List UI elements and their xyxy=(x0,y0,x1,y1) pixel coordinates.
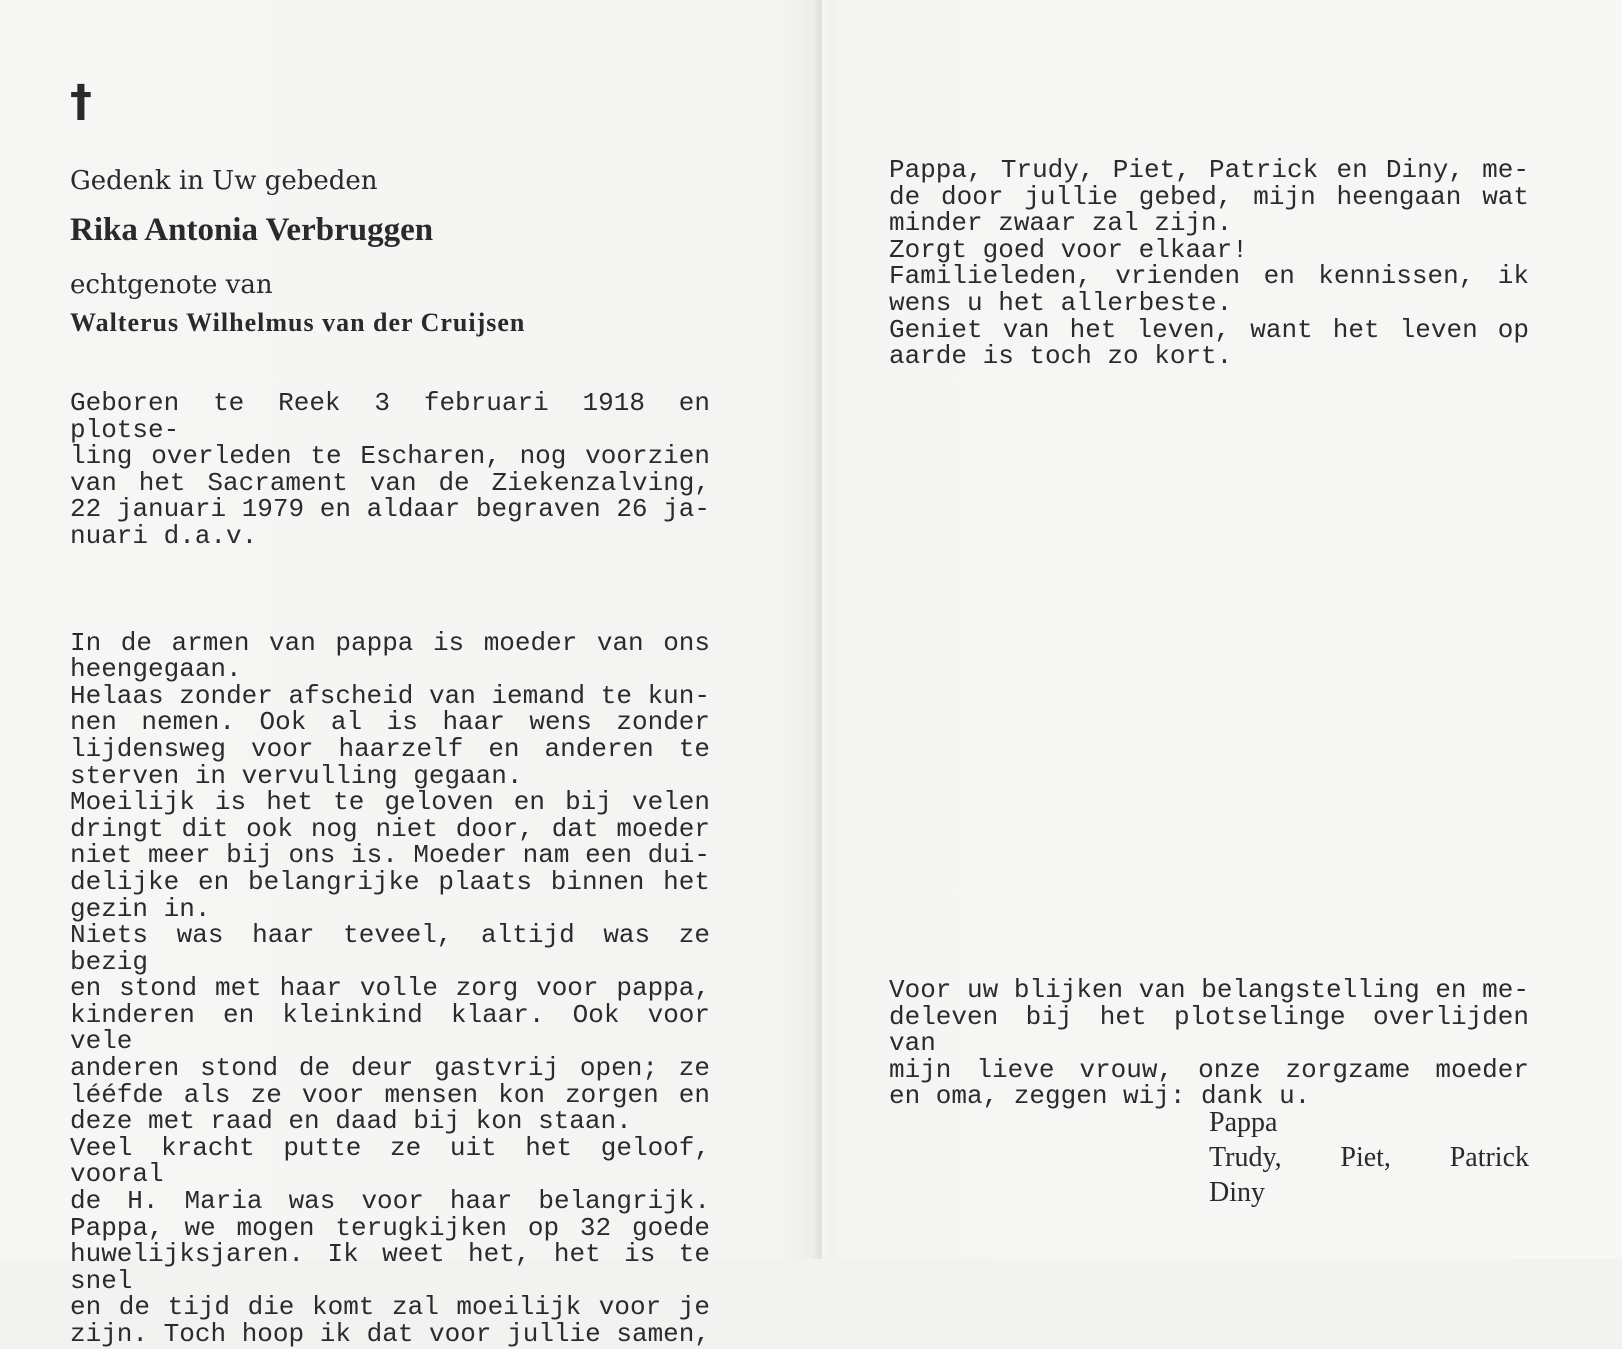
text-line: gezin in. xyxy=(70,893,211,924)
text-line: Pappa, we mogen terugkijken op 32 goede xyxy=(70,1212,710,1243)
thanks-paragraph xyxy=(889,977,1529,1110)
text-line: en de tijd die komt zal moeilijk voor je xyxy=(70,1292,710,1323)
text-line: deleven bij het plotselinge overlijden van xyxy=(889,1001,1529,1059)
signature-names xyxy=(1209,1140,1529,1175)
cross-icon: † xyxy=(70,76,92,127)
text-line: dringt dit ook nog niet door, dat moeder xyxy=(70,813,710,844)
text-line: heengegaan. xyxy=(70,654,242,685)
text-line: sterven in vervulling gegaan. xyxy=(70,760,523,791)
text-line: nen nemen. Ook al is haar wens zonder xyxy=(70,707,710,738)
text-line: Geboren te Reek 3 februari 1918 en plotse- xyxy=(70,388,710,445)
text-line: Helaas zonder afscheid van iemand te kun- xyxy=(70,680,710,711)
signature-line: Diny xyxy=(1209,1177,1265,1208)
text-line: 22 januari 1979 en aldaar begraven 26 ja- xyxy=(70,494,710,525)
thanks-section xyxy=(889,977,1529,1110)
text-line: de door jullie gebed, mijn heengaan wat xyxy=(889,181,1529,212)
signature-line: Pappa xyxy=(1209,1107,1278,1138)
text-line: nuari d.a.v. xyxy=(70,520,258,551)
text-line: Familieleden, vrienden en kennissen, ik xyxy=(889,261,1529,292)
memory-paragraph xyxy=(70,627,710,1349)
right-page xyxy=(889,157,1529,370)
text-line: Zorgt goed voor elkaar! xyxy=(889,234,1248,265)
text-line: delijke en belangrijke plaats binnen het xyxy=(70,866,710,897)
text-line: ling overleden te Escharen, nog voorzien xyxy=(70,441,710,472)
text-line: deze met raad en daad bij kon staan. xyxy=(70,1106,632,1137)
text-line: en stond met haar volle zorg voor pappa, xyxy=(70,973,710,1004)
signature-block xyxy=(1209,1105,1529,1210)
text-line: Pappa, Trudy, Piet, Patrick en Diny, me- xyxy=(889,155,1529,185)
text-line: lééfde als ze voor mensen kon zorgen en xyxy=(70,1079,710,1110)
text-line: anderen stond de deur gastvrij open; ze xyxy=(70,1053,710,1084)
card-fold xyxy=(813,0,831,1259)
text-line: zijn. Toch hoop ik dat voor jullie samen, xyxy=(70,1319,710,1349)
spouse-label: echtgenote van xyxy=(70,270,273,300)
text-line: aarde is toch zo kort. xyxy=(889,341,1233,372)
signature-name: Trudy, xyxy=(1209,1142,1282,1173)
deceased-name: Rika Antonia Verbruggen xyxy=(70,212,434,248)
text-line: wens u het allerbeste. xyxy=(889,287,1233,318)
birth-death-paragraph xyxy=(70,390,710,550)
text-line: Geniet van het leven, want het leven op xyxy=(889,314,1529,345)
intro-text: Gedenk in Uw gebeden xyxy=(70,166,378,196)
text-line: Voor uw blijken van belangstelling en me- xyxy=(889,975,1529,1005)
signature-name: Patrick xyxy=(1449,1142,1529,1173)
signature-name: Piet, xyxy=(1340,1142,1391,1173)
text-line: Niets was haar teveel, altijd was ze bezig xyxy=(70,920,710,977)
text-line: van het Sacrament van de Ziekenzalving, xyxy=(70,467,710,498)
text-line: In de armen van pappa is moeder van ons xyxy=(70,627,710,658)
text-line: en oma, zeggen wij: dank u. xyxy=(889,1081,1311,1112)
text-line: Moeilijk is het te geloven en bij velen xyxy=(70,787,710,818)
left-page xyxy=(70,76,710,1349)
text-line: de H. Maria was voor haar belangrijk. xyxy=(70,1186,710,1217)
text-line: lijdensweg voor haarzelf en anderen te xyxy=(70,733,710,764)
family-message-paragraph xyxy=(889,157,1529,370)
text-line: Veel kracht putte ze uit het geloof, vooral xyxy=(70,1132,710,1190)
text-line: kinderen en kleinkind klaar. Ook voor vele xyxy=(70,999,710,1057)
text-line: mijn lieve vrouw, onze zorgzame moeder xyxy=(889,1054,1529,1085)
spouse-name: Walterus Wilhelmus van der Cruijsen xyxy=(70,308,526,337)
text-line: minder zwaar zal zijn. xyxy=(889,208,1233,239)
text-line: huwelijksjaren. Ik weet het, het is te snel xyxy=(70,1239,710,1296)
text-line: niet meer bij ons is. Moeder nam een dui- xyxy=(70,840,710,871)
